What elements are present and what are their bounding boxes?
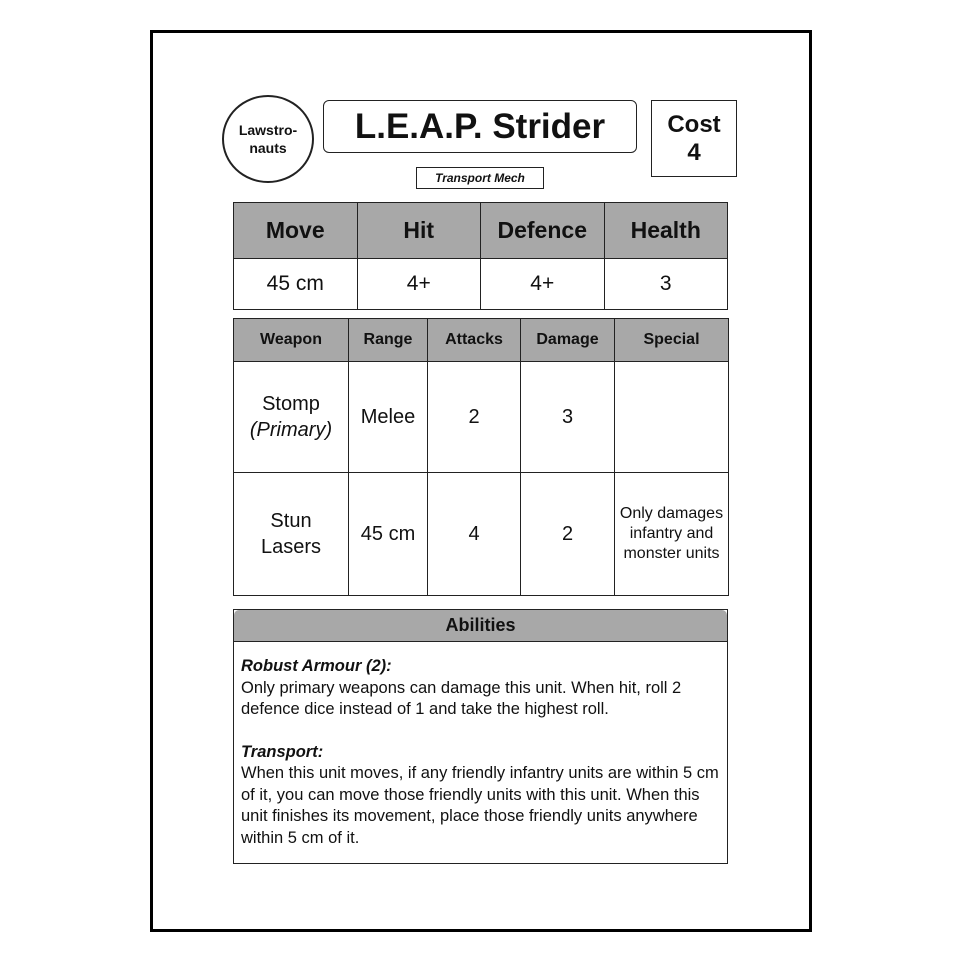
weapon-special: Only damages infantry and monster units bbox=[615, 473, 729, 596]
weapon-name: Stun bbox=[270, 510, 312, 532]
stat-value-defence: 4+ bbox=[481, 259, 605, 310]
stat-value-health: 3 bbox=[604, 259, 728, 310]
stat-header-hit: Hit bbox=[357, 203, 481, 259]
weapon-damage: 2 bbox=[521, 473, 615, 596]
ability-name: Robust Armour (2): bbox=[241, 657, 392, 675]
cost-value: 4 bbox=[687, 139, 701, 166]
weapon-attacks: 2 bbox=[428, 362, 521, 473]
ability-name: Transport: bbox=[241, 742, 324, 761]
table-row bbox=[234, 362, 729, 473]
stat-header-defence: Defence bbox=[481, 203, 605, 259]
weapon-attacks: 4 bbox=[428, 473, 521, 596]
abilities-title: Abilities bbox=[234, 610, 727, 642]
unit-subtitle: Transport Mech bbox=[416, 167, 544, 189]
ability-text: When this unit moves, if any friendly infantry units are within 5 cm of it, you can move those friendly units with this unit. When this unit finishes its movement, place those friendly units anywhere within 5 cm of it. bbox=[241, 764, 719, 847]
weapon-range: Melee bbox=[349, 362, 428, 473]
stats-table bbox=[233, 202, 728, 310]
weapon-header-damage: Damage bbox=[521, 319, 615, 362]
weapon-header-attacks: Attacks bbox=[428, 319, 521, 362]
ability-text: Only primary weapons can damage this unit. When hit, roll 2 defence dice instead of 1 and take the highest roll. bbox=[241, 678, 682, 718]
abilities-panel bbox=[233, 609, 728, 864]
stat-header-move: Move bbox=[234, 203, 358, 259]
weapon-header-special: Special bbox=[615, 319, 729, 362]
stat-header-health: Health bbox=[604, 203, 728, 259]
weapons-table bbox=[233, 318, 729, 596]
weapon-name: Stomp bbox=[262, 393, 320, 415]
weapon-name-cell bbox=[234, 362, 349, 473]
weapon-special bbox=[615, 362, 729, 473]
stat-value-hit: 4+ bbox=[357, 259, 481, 310]
weapon-damage: 3 bbox=[521, 362, 615, 473]
weapon-header-weapon: Weapon bbox=[234, 319, 349, 362]
table-row bbox=[234, 473, 729, 596]
stat-value-move: 45 cm bbox=[234, 259, 358, 310]
weapon-subtype: (Primary) bbox=[249, 419, 333, 441]
faction-badge: Lawstro- nauts bbox=[222, 95, 314, 183]
weapon-range: 45 cm bbox=[349, 473, 428, 596]
weapon-name-line2: Lasers bbox=[260, 536, 322, 558]
unit-title: L.E.A.P. Strider bbox=[323, 100, 637, 153]
cost-label: Cost bbox=[667, 111, 721, 138]
cost-box bbox=[651, 100, 737, 177]
weapon-name-cell bbox=[234, 473, 349, 596]
weapon-header-range: Range bbox=[349, 319, 428, 362]
